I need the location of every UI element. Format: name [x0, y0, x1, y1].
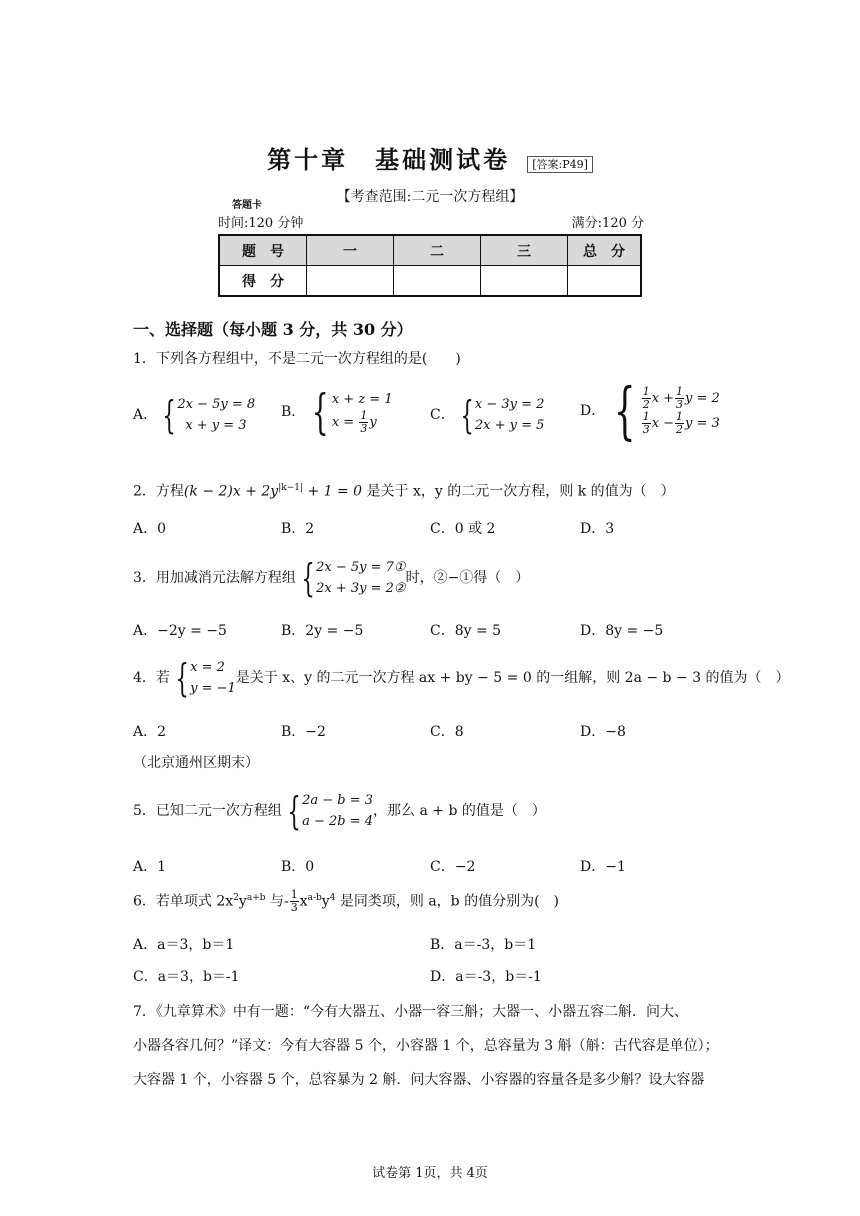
question-3-stem: 3．用加减消元法解方程组 { 2x − 5y = 7① 2x + 3y = 2② 时，②−①得（ ）: [133, 556, 530, 600]
question-3-option-d: D．8y = −5: [580, 623, 664, 639]
exam-scope: 【考查范围:二元一次方程组】: [336, 189, 524, 205]
score-header-cell: 三: [481, 235, 568, 266]
time-limit: 时间:120 分钟: [218, 216, 304, 231]
question-2-stem: 2．方程$(k - 2)x + 2y^{|k-1|} + 1 = 0$ 是关于 x，y 的二元一次方程，则 k 的值为（ ）: [133, 483, 675, 500]
score-table-header-row: [219, 235, 641, 266]
question-1-stem: 1．下列各方程组中，不是二元一次方程组的是( ): [133, 351, 461, 367]
question-4-option-c: C．8: [430, 724, 464, 740]
question-5-option-b: B．0: [281, 859, 315, 875]
question-3-option-a: A．−2y = −5: [133, 623, 227, 639]
score-header-cell: 二: [394, 235, 481, 266]
score-table-row: [219, 266, 641, 297]
question-7-line-1: 7．《九章算术》中有一题：“今有大器五、小器一容三斛；大器一、小器五容二斛．问大、: [133, 1004, 689, 1020]
source-note: （北京通州区期末）: [133, 755, 259, 771]
answer-card-label: 答题卡: [232, 200, 262, 211]
section-heading: 一、选择题（每小题 3 分，共 30 分）: [133, 320, 413, 339]
question-5-option-a: A．1: [133, 859, 167, 875]
question-5-option-d: D．−1: [580, 859, 626, 875]
question-6-option-c: C．a＝3，b＝-1: [133, 969, 240, 985]
question-4-option-d: D．−8: [580, 724, 626, 740]
question-4-option-b: B．−2: [281, 724, 326, 740]
page-title-block: [0, 140, 860, 175]
question-1-option-c: C． { x − 3y = 2 2x + y = 5: [430, 393, 545, 437]
question-6-option-d: D．a＝-3，b＝-1: [430, 969, 542, 985]
question-2-option-b: B．2: [281, 521, 315, 537]
question-1-option-d: D． { $\frac{1}{2}$ x + $\frac{1}{3}$ y = 2 $\frac{1}{3}$ x − $\frac{1}{2}$ y = 3: [580, 374, 720, 447]
question-4-stem: 4．若 { x = 2 y = −1 是关于 x、y 的二元一次方程 ax + by − 5 = 0 的一组解，则 2a − b − 3 的值为（ ）: [133, 656, 790, 700]
question-6-option-a: A．a＝3，b＝1: [133, 937, 235, 953]
question-7-line-3: 大容器 1 个，小容器 5 个，总容暴为 2 斛．问大容器、小容器的容量各是多少斛？设大容器: [133, 1072, 705, 1088]
answer-reference: [答案:P49]: [527, 156, 593, 173]
question-1-option-b: B． { x + z = 1 x = $\frac{1}{3}$ y: [281, 384, 393, 440]
question-1-option-a: A． { 2x − 5y = 8 x + y = 3: [133, 393, 256, 437]
question-2-option-c: C．0 或 2: [430, 521, 496, 537]
question-5-stem: 5．已知二元一次方程组 { 2a − b = 3 a − 2b = 4 ，那么 a + b 的值是（ ）: [133, 789, 546, 833]
score-row-label: 得 分: [219, 266, 307, 297]
score-table: [218, 234, 642, 297]
question-6-stem: 6．若单项式 $2x^2y^{a+b}$ 与- $\frac{1}{3}$ $x^{a-b}y^4$ 是同类项，则 a，b 的值分别为( ): [133, 888, 560, 915]
score-cell[interactable]: [307, 266, 394, 297]
question-5-option-c: C．−2: [430, 859, 476, 875]
score-header-cell: 一: [307, 235, 394, 266]
score-header-cell: 总 分: [568, 235, 642, 266]
full-score: 满分:120 分: [571, 216, 644, 231]
question-3-option-b: B．2y = −5: [281, 623, 364, 639]
question-3-option-c: C．8y = 5: [430, 623, 502, 639]
score-cell[interactable]: [568, 266, 642, 297]
question-7-line-2: 小器各容几何？”译文：今有大容器 5 个，小容器 1 个，总容量为 3 斛（斛：古代容是单位）；: [133, 1038, 719, 1054]
question-4-option-a: A．2: [133, 724, 167, 740]
question-6-option-b: B．a＝-3，b＝1: [430, 937, 537, 953]
page-footer: 试卷第 1页，共 4页: [372, 1166, 488, 1181]
score-cell[interactable]: [481, 266, 568, 297]
score-header-cell: 题 号: [219, 235, 307, 266]
question-2-option-a: A．0: [133, 521, 167, 537]
page-title: 第十章 基础测试卷: [267, 145, 511, 174]
question-2-option-d: D．3: [580, 521, 615, 537]
score-cell[interactable]: [394, 266, 481, 297]
